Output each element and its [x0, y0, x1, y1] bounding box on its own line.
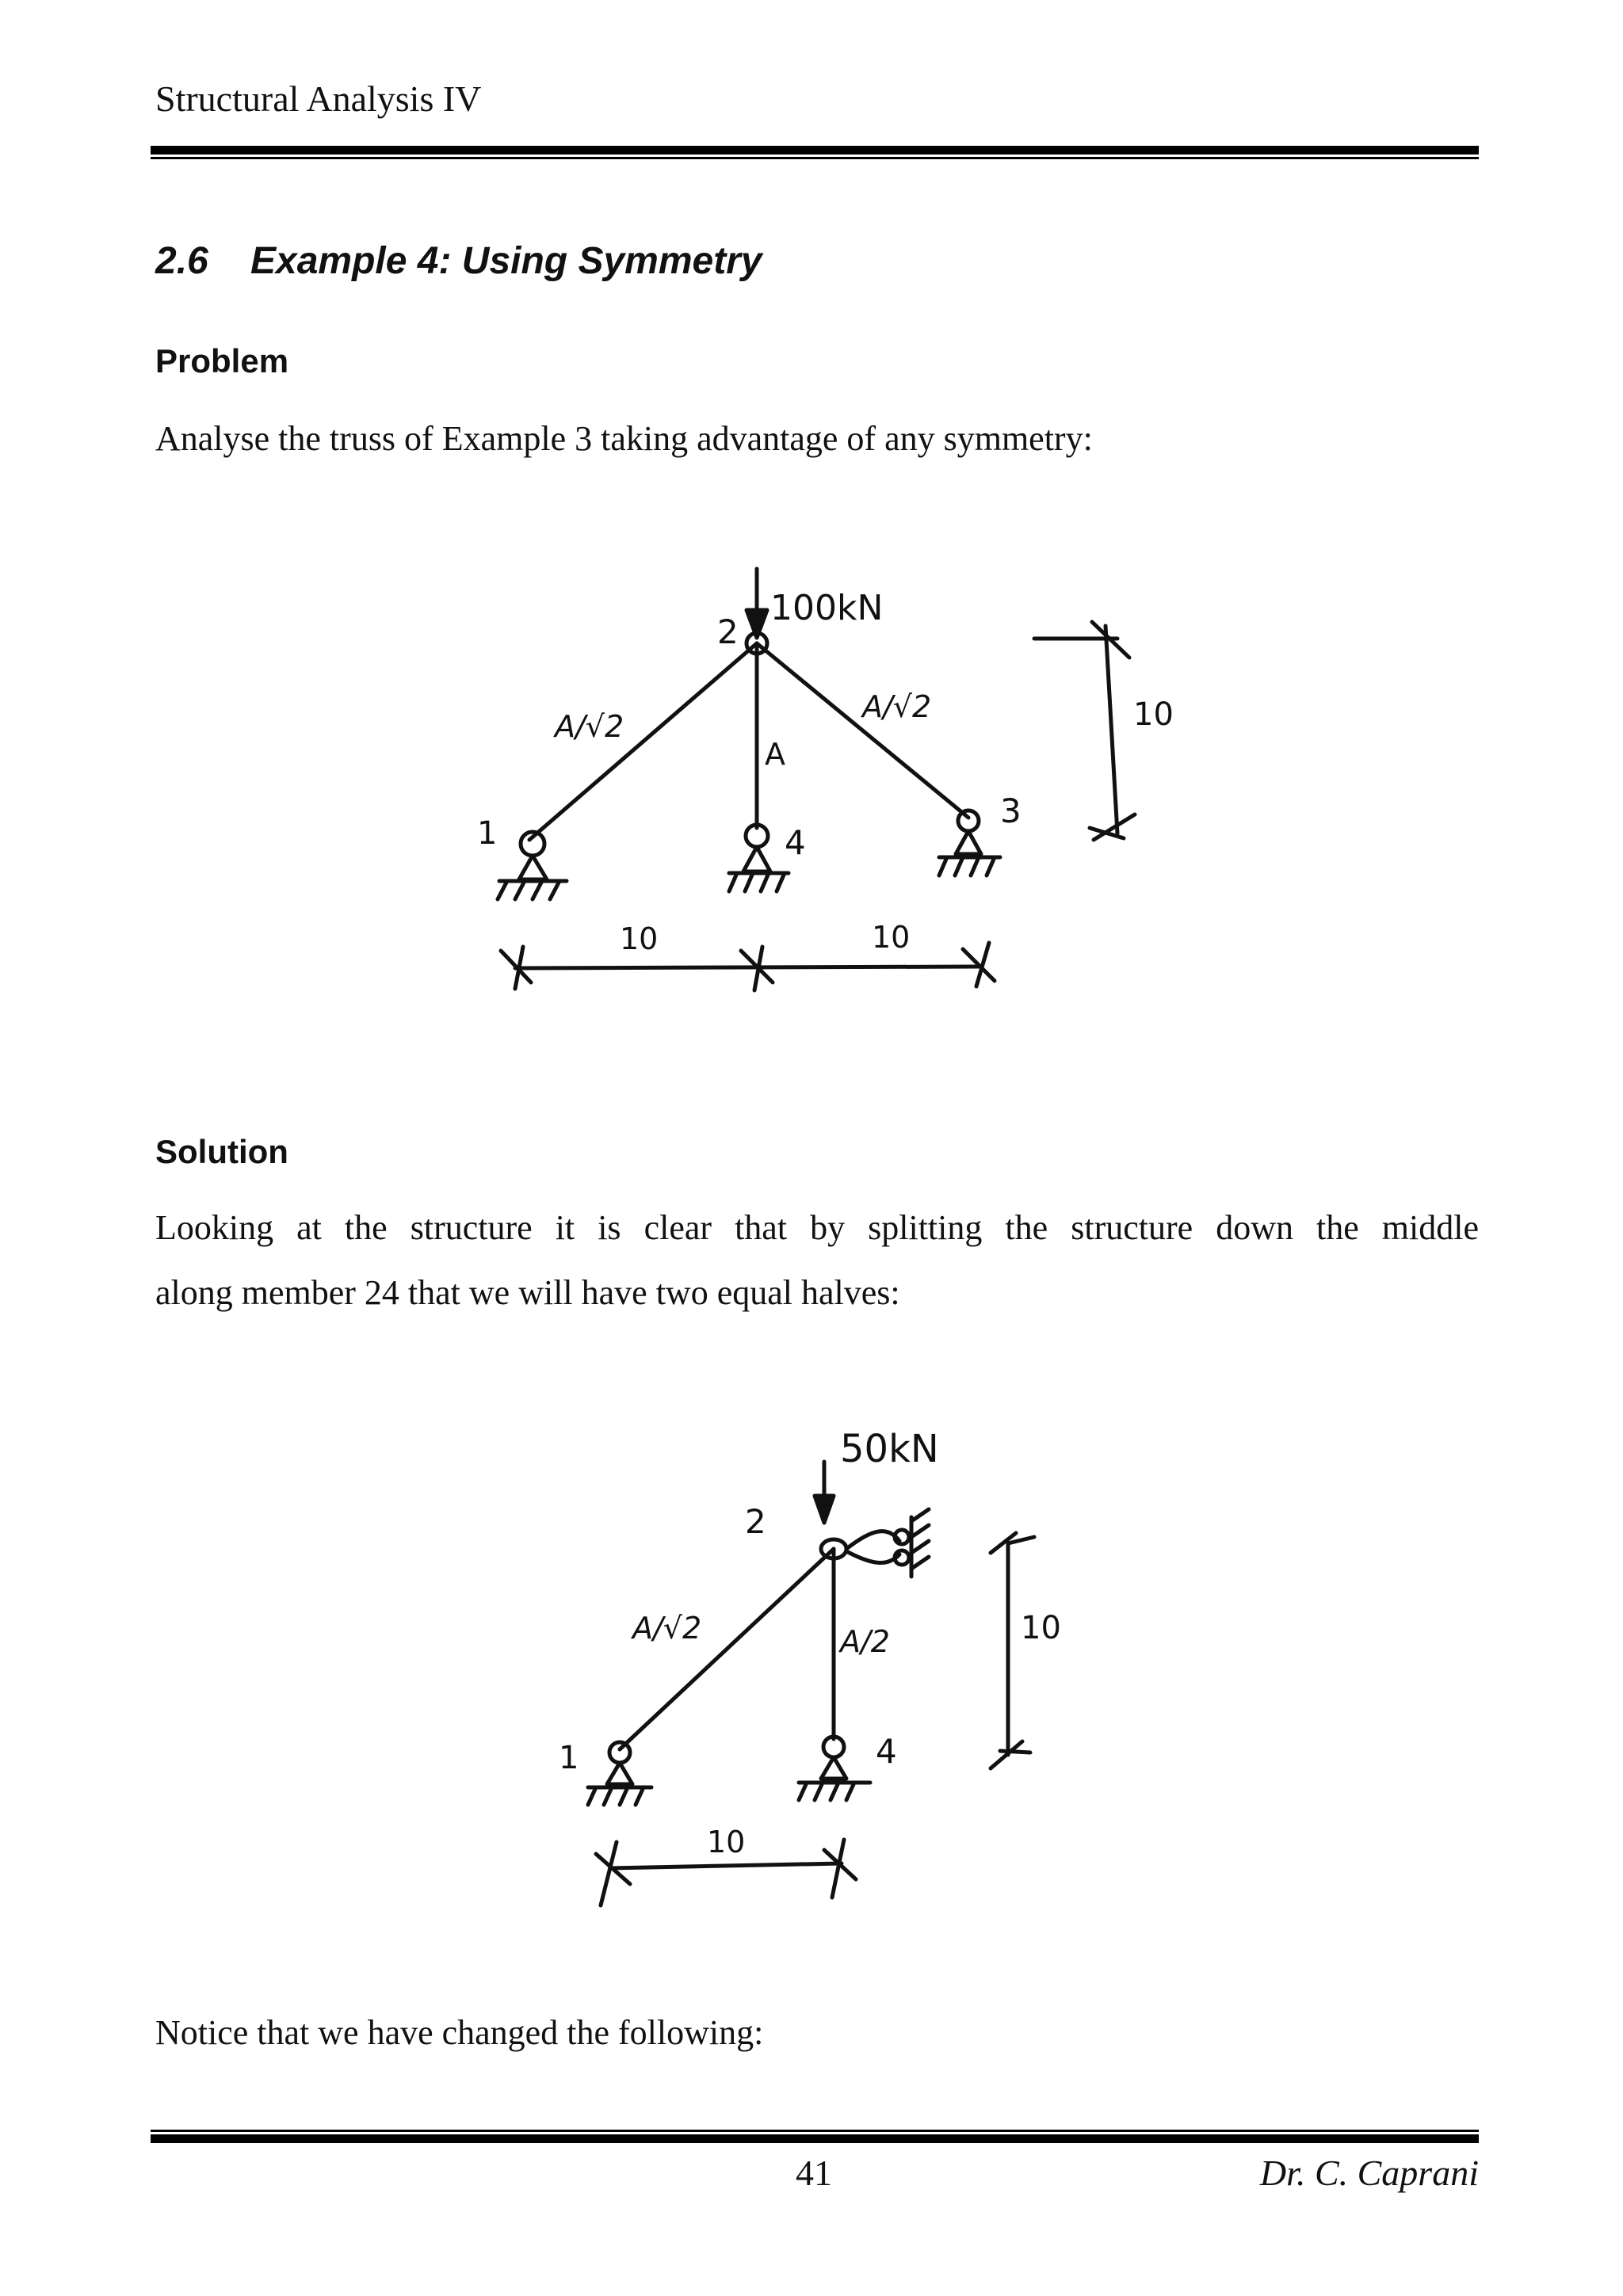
dim-label-span-half: 10	[707, 1825, 746, 1859]
problem-heading: Problem	[155, 342, 289, 379]
dim-label-height-half: 10	[1021, 1610, 1061, 1646]
member-label-right: A/√2	[862, 689, 932, 724]
solution-line-2: along member 24 that we will have two equal halves:	[155, 1273, 900, 1312]
load-label-half: 50kN	[840, 1427, 939, 1471]
load-arrow-head-half	[815, 1496, 834, 1523]
member-label-middle-half: A/2	[840, 1624, 890, 1659]
solution-heading: Solution	[155, 1133, 288, 1170]
load-label: 100kN	[770, 588, 884, 628]
dim-horizontal-half	[610, 1863, 842, 1868]
guide-support-link	[846, 1531, 899, 1549]
node-label-4: 4	[785, 823, 806, 862]
page-number: 41	[796, 2153, 832, 2193]
solution-line-1: Looking at the structure it is clear that by splitting the structure down the middle	[155, 1208, 1479, 1247]
node-label-2: 2	[717, 612, 739, 651]
node-label-4-half: 4	[876, 1732, 897, 1771]
dim-label-left: 10	[620, 921, 659, 956]
node-label-1-half: 1	[559, 1740, 579, 1776]
support-4-half	[821, 1757, 846, 1779]
footer-rule	[151, 2134, 1479, 2143]
notice-text: Notice that we have changed the following:	[155, 2013, 764, 2052]
node-label-1: 1	[477, 815, 498, 852]
author-name: Dr. C. Caprani	[1259, 2153, 1479, 2193]
node-label-2-half: 2	[745, 1502, 766, 1541]
section-number: 2.6	[155, 240, 208, 282]
member-12-half	[620, 1549, 834, 1749]
member-label-left-half: A/√2	[632, 1611, 702, 1646]
support-1-half	[607, 1763, 632, 1784]
node-label-3: 3	[1000, 791, 1022, 830]
node-1-half	[609, 1742, 630, 1763]
footer-rule-thin	[151, 2130, 1479, 2132]
member-label-middle: A	[765, 737, 785, 772]
problem-text: Analyse the truss of Example 3 taking advantage of any symmetry:	[155, 419, 1093, 458]
member-label-left: A/√2	[555, 709, 624, 744]
section-title: Example 4: Using Symmetry	[250, 240, 762, 282]
running-header: Structural Analysis IV	[155, 78, 482, 119]
dim-label-right: 10	[872, 920, 911, 955]
dim-label-height: 10	[1133, 696, 1174, 733]
